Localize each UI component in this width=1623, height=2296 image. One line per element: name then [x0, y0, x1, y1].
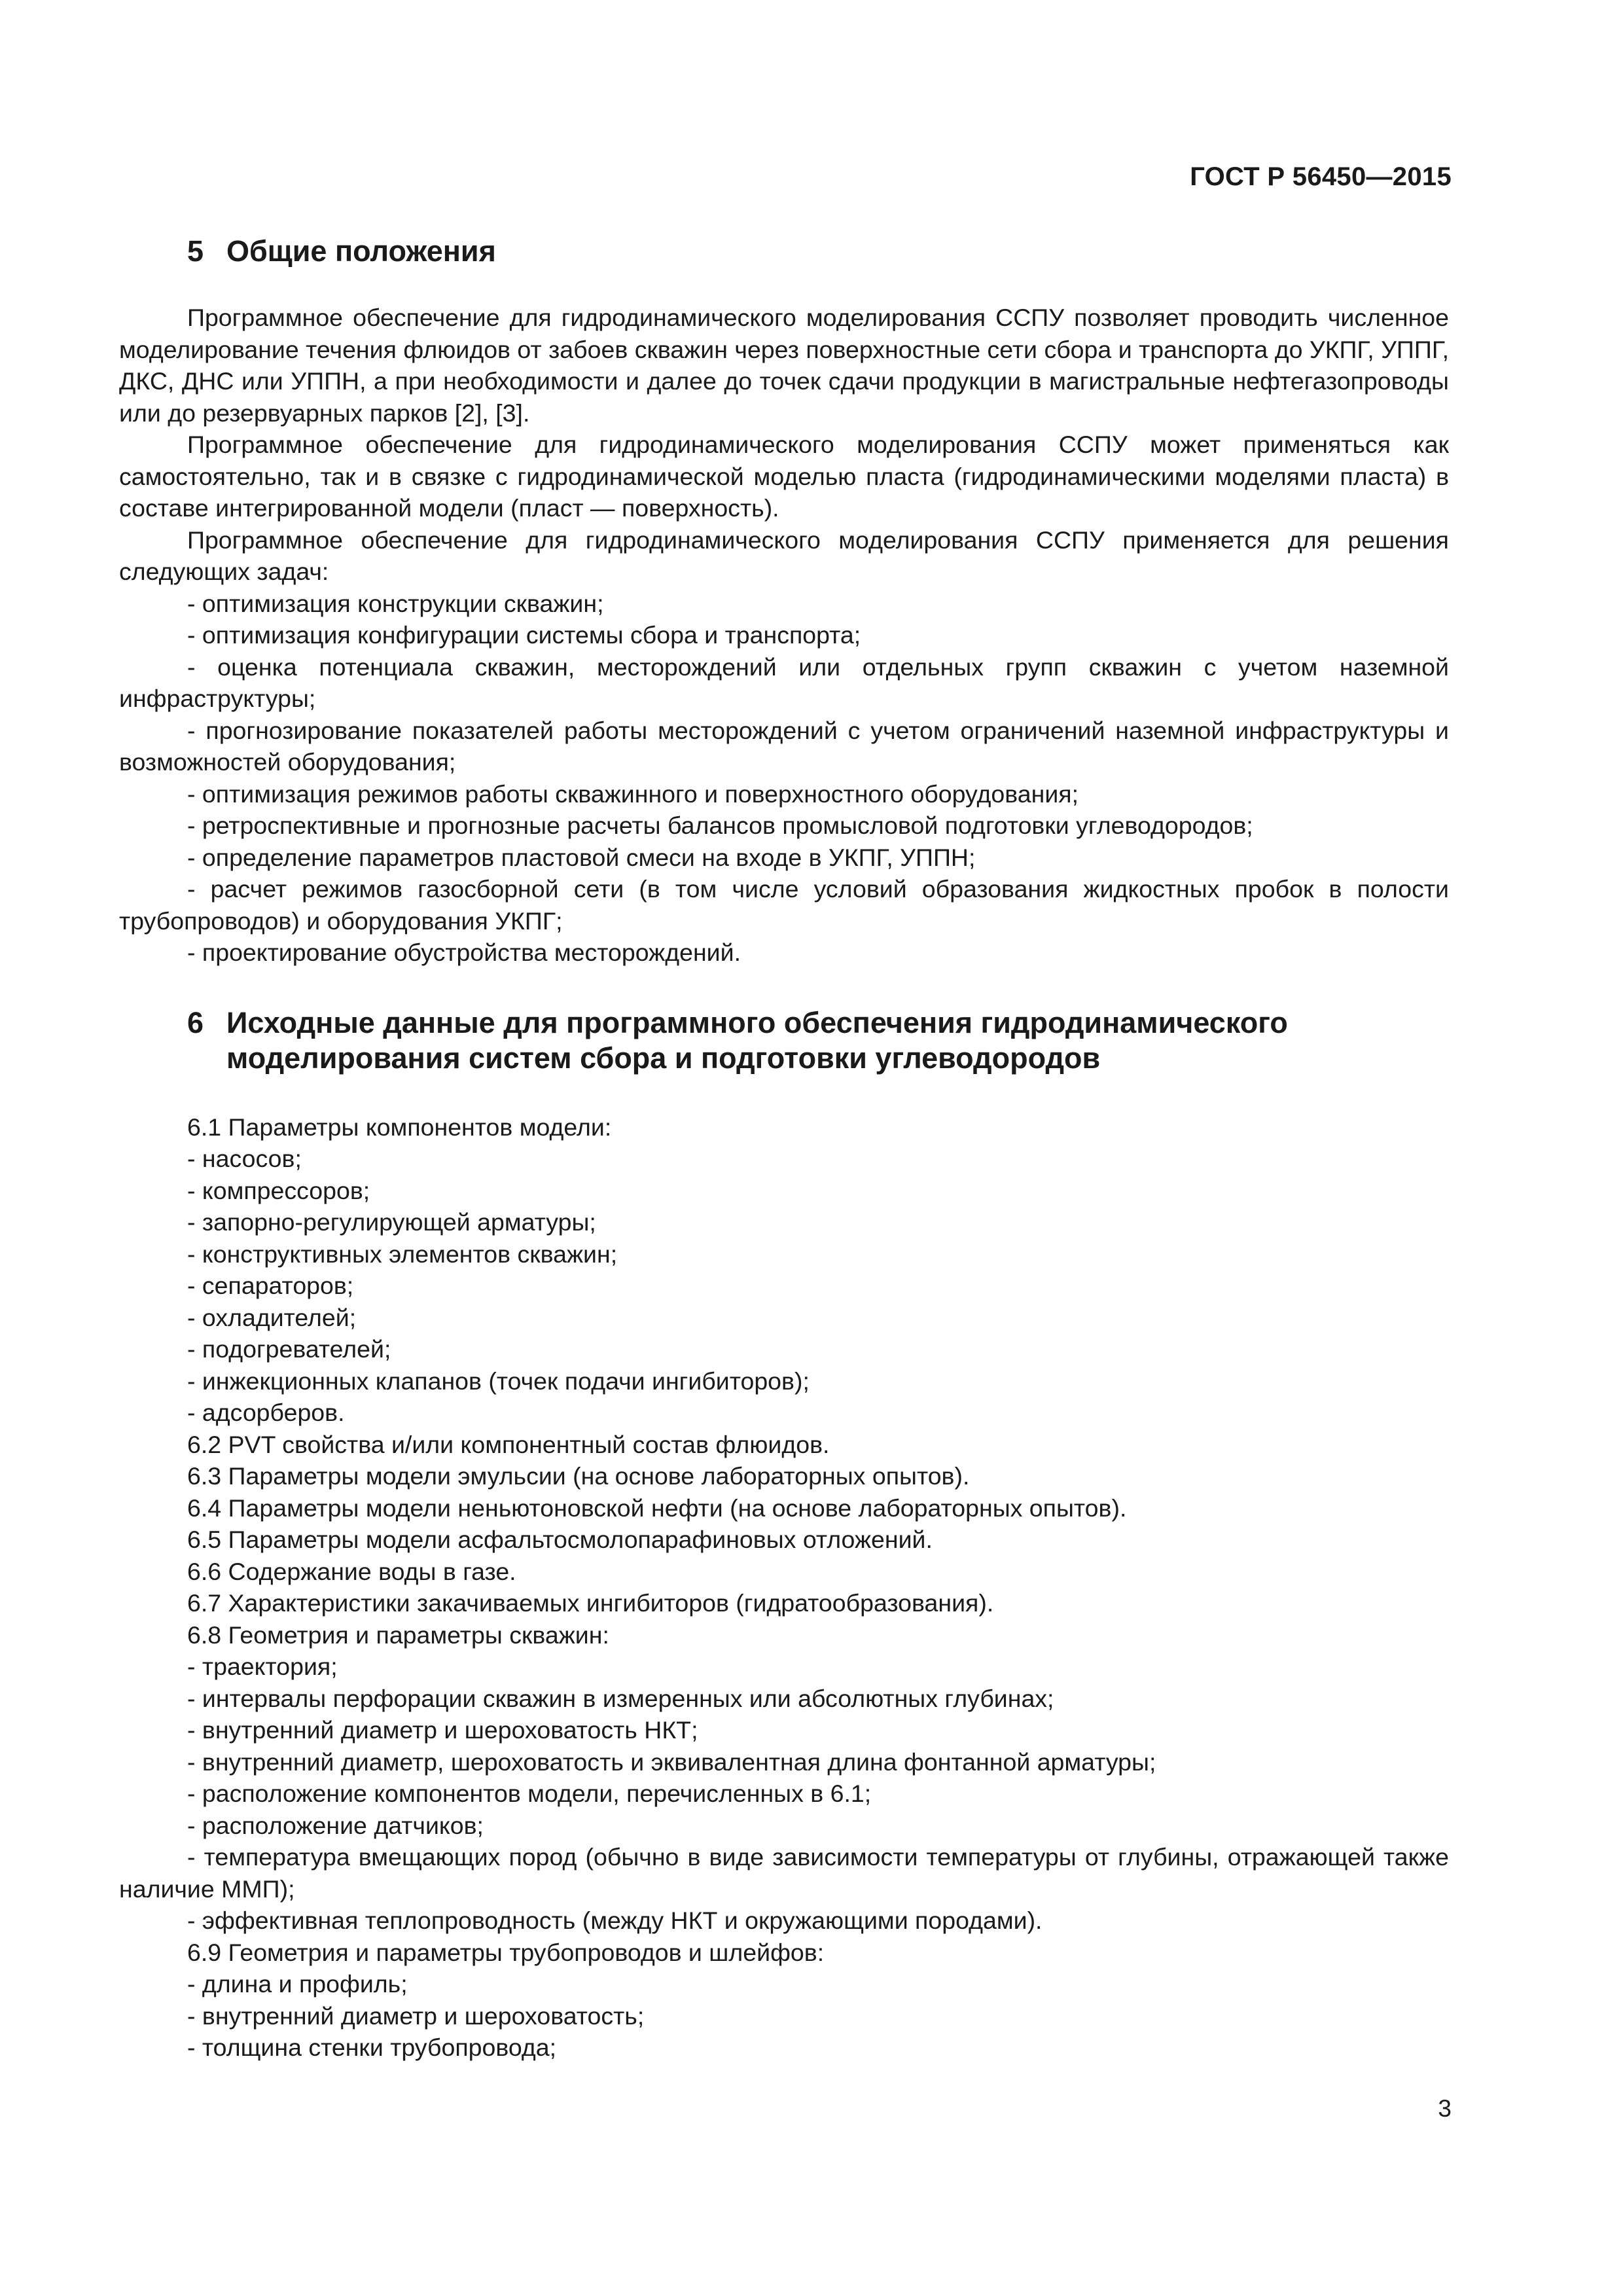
- document-code: ГОСТ Р 56450—2015: [1190, 162, 1452, 191]
- page-number: 3: [1438, 2095, 1452, 2122]
- section-6-line: - конструктивных элементов скважин;: [187, 1240, 618, 1268]
- section-6-line: 6.6 Содержание воды в газе.: [187, 1557, 516, 1585]
- section-6-line: - толщина стенки трубопровода;: [187, 2034, 557, 2061]
- section-6-line: 6.1 Параметры компонентов модели:: [187, 1113, 612, 1141]
- section-6-line: - внутренний диаметр, шероховатость и эквивалентная длина фонтанной арматуры;: [187, 1748, 1156, 1776]
- task-list-item: - оптимизация режимов работы скважинного и поверхностного оборудования;: [187, 780, 1079, 808]
- section-6-line: 6.3 Параметры модели эмульсии (на основе лабораторных опытов).: [187, 1462, 970, 1490]
- section-6-heading: [187, 1005, 1410, 1076]
- section-6-title: Исходные данные для программного обеспечения гидродинамического моделирования систем сбора и подготовки углеводородов: [226, 1005, 1288, 1075]
- section-5-number: 5: [187, 234, 204, 268]
- section-6-line: 6.7 Характеристики закачиваемых ингибиторов (гидратообразования).: [187, 1589, 994, 1617]
- task-list-item: - ретроспективные и прогнозные расчеты балансов промысловой подготовки углеводородов;: [187, 812, 1253, 839]
- section-6-line: - насосов;: [187, 1145, 302, 1172]
- section-6-line: 6.2 PVT свойства и/или компонентный состав флюидов.: [187, 1430, 830, 1458]
- task-list-item: - проектирование обустройства месторождений.: [187, 939, 741, 966]
- section-6-line: - интервалы перфорации скважин в измеренных или абсолютных глубинах;: [187, 1684, 1054, 1712]
- section-6-line: - запорно-регулирующей арматуры;: [187, 1208, 596, 1236]
- task-list-item: - оптимизация конструкции скважин;: [187, 589, 604, 617]
- task-list-item: - прогнозирование показателей работы месторождений с учетом ограничений наземной инфраструктуры и возможностей оборудования;: [119, 716, 1449, 776]
- section-5-paragraph: Программное обеспечение для гидродинамического моделирования ССПУ применяется для решения следующих задач:: [119, 526, 1449, 585]
- task-list-item: - оптимизация конфигурации системы сбора и транспорта;: [187, 621, 861, 649]
- section-6-number: 6: [187, 1005, 204, 1039]
- section-6-line: - внутренний диаметр и шероховатость НКТ;: [187, 1716, 698, 1744]
- section-6-line: - эффективная теплопроводность (между НКТ и окружающими породами).: [187, 1907, 1043, 1934]
- section-6-line: 6.9 Геометрия и параметры трубопроводов и шлейфов:: [187, 1938, 825, 1966]
- section-6-line: - подогревателей;: [187, 1335, 391, 1363]
- section-6-line: 6.4 Параметры модели неньютоновской нефти (на основе лабораторных опытов).: [187, 1494, 1127, 1522]
- section-5-title: Общие положения: [226, 234, 496, 268]
- section-6-line: - инжекционных клапанов (точек подачи ингибиторов);: [187, 1367, 810, 1395]
- section-5-paragraph: Программное обеспечение для гидродинамического моделирования ССПУ может применяться как самостоятельно, так и в связке с гидродинамической моделью пласта (гидродинамическими моделями пласта) в составе интегрированной модели (пласт — поверхность).: [119, 431, 1449, 522]
- section-6-line: - компрессоров;: [187, 1176, 370, 1204]
- section-6-line: - адсорберов.: [187, 1399, 345, 1426]
- task-list-item: - расчет режимов газосборной сети (в том числе условий образования жидкостных пробок в полости трубопроводов) и оборудования УКПГ;: [119, 875, 1449, 935]
- section-6-line: - внутренний диаметр и шероховатость;: [187, 2001, 645, 2030]
- section-6-line: - сепараторов;: [187, 1272, 354, 1299]
- section-5-heading: [187, 234, 1410, 269]
- section-6-line: - температура вмещающих пород (обычно в виде зависимости температуры от глубины, отражающей также наличие ММП);: [119, 1843, 1449, 1903]
- section-6-line: - расположение компонентов модели, перечисленных в 6.1;: [187, 1780, 872, 1807]
- section-6-line: 6.5 Параметры модели асфальтосмолопарафиновых отложений.: [187, 1526, 933, 1553]
- section-6-line: - охладителей;: [187, 1303, 357, 1331]
- task-list-item: - оценка потенциала скважин, месторождений или отдельных групп скважин с учетом наземной инфраструктуры;: [119, 653, 1449, 712]
- section-5-paragraph: Программное обеспечение для гидродинамического моделирования ССПУ позволяет проводить численное моделирование течения флюидов от забоев скважин через поверхностные сети сбора и транспорта до УКПГ, УППГ, ДКС, ДНС или УППН, а при необходимости и далее до точек сдачи продукции в магистральные нефтегазопроводы или до резервуарных парков [2], [3].: [119, 304, 1449, 427]
- section-6-line: - расположение датчиков;: [187, 1811, 484, 1839]
- section-6-line: - длина и профиль;: [187, 1970, 408, 1998]
- page-content: [119, 226, 1449, 2064]
- task-list-item: - определение параметров пластовой смеси на входе в УКПГ, УППН;: [187, 843, 976, 871]
- section-6-line: - траектория;: [187, 1653, 338, 1680]
- section-6-line: 6.8 Геометрия и параметры скважин:: [187, 1621, 609, 1649]
